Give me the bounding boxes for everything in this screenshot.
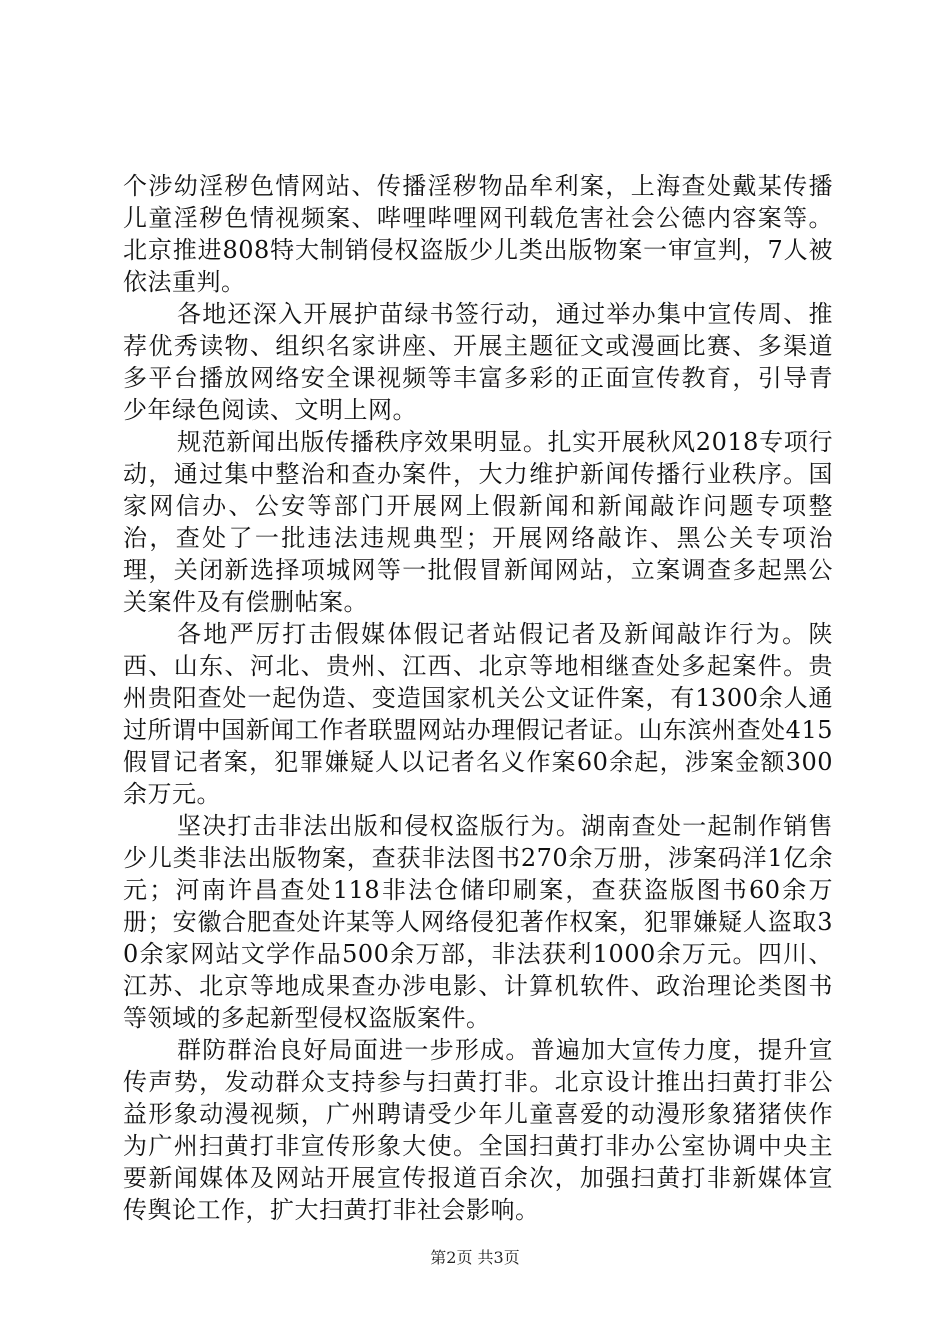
paragraph-public-participation: 群防群治良好局面进一步形成。普遍加大宣传力度，提升宣传声势，发动群众支持参与扫黄打非。北京设计推出扫黄打非公益形象动漫视频，广州聘请受少年儿童喜爱的动漫形象猪猪侠作为广州扫黄打非宣传形象大使。全国扫黄打非办公室协调中央主要新闻媒体及网站开展宣传报道百余次，加强扫黄打非新媒体宣传舆论工作，扩大扫黄打非社会影响。 [123, 1036, 833, 1224]
paragraph-news-order: 规范新闻出版传播秩序效果明显。扎实开展秋风2018专项行动，通过集中整治和查办案件，大力维护新闻传播行业秩序。国家网信办、公安等部门开展网上假新闻和新闻敲诈问题专项整治，查处了一批违法违规典型；开展网络敲诈、黑公关专项治理，关闭新选择项城网等一批假冒新闻网站，立案调查多起黑公关案件及有偿删帖案。 [123, 428, 833, 616]
paragraph-piracy: 坚决打击非法出版和侵权盗版行为。湖南查处一起制作销售少儿类非法出版物案，查获非法图书270余万册，涉案码洋1亿余元；河南许昌查处118非法仓储印刷案，查获盗版图书60余万册；安徽合肥查处许某等人网络侵犯著作权案，犯罪嫌疑人盗取30余家网站文学作品500余万部，非法获利1000余万元。四川、江苏、北京等地成果查办涉电影、计算机软件、政治理论类图书等领域的多起新型侵权盗版案件。 [123, 812, 833, 1032]
page-number-footer: 第2页 共3页 [430, 1248, 520, 1267]
paragraph-hu-miao-campaign: 各地还深入开展护苗绿书签行动，通过举办集中宣传周、推荐优秀读物、组织名家讲座、开展主题征文或漫画比赛、多渠道多平台播放网络安全课视频等丰富多彩的正面宣传教育，引导青少年绿色阅读、文明上网。 [123, 300, 833, 424]
document-body [123, 170, 833, 1226]
paragraph-fake-journalists: 各地严厉打击假媒体假记者站假记者及新闻敲诈行为。陕西、山东、河北、贵州、江西、北京等地相继查处多起案件。贵州贵阳查处一起伪造、变造国家机关公文证件案，有1300余人通过所谓中国新闻工作者联盟网站办理假记者证。山东滨州查处415假冒记者案，犯罪嫌疑人以记者名义作案60余起，涉案金额300余万元。 [123, 620, 833, 808]
paragraph-continued: 个涉幼淫秽色情网站、传播淫秽物品牟利案，上海查处戴某传播儿童淫秽色情视频案、哔哩哔哩网刊载危害社会公德内容案等。北京推进808特大制销侵权盗版少儿类出版物案一审宣判，7人被依法重判。 [123, 172, 833, 296]
